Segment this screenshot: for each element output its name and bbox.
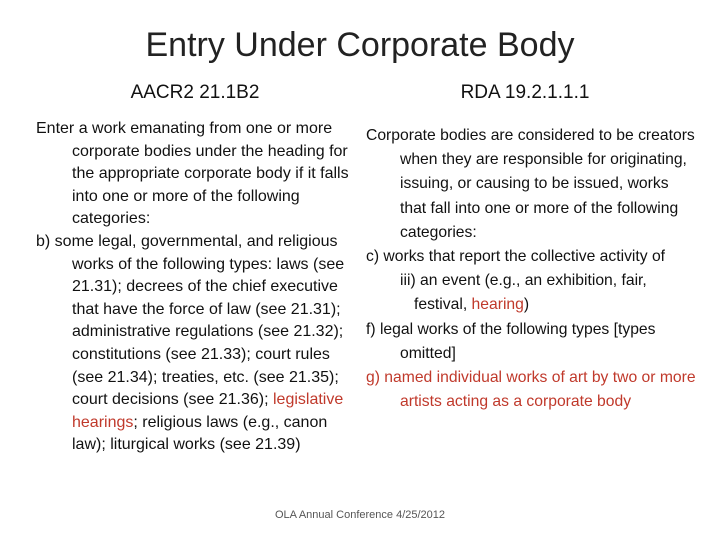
aacr2-category-b <box>36 231 356 457</box>
rda-category-c-iii <box>366 269 696 317</box>
slide-footer: OLA Annual Conference 4/25/2012 <box>274 509 446 521</box>
rda-column <box>366 124 696 414</box>
aacr2-heading: AACR2 21.1B2 <box>130 82 260 103</box>
rda-category-c-iii-text: iii) an event (e.g., an exhibition, fair, festival, <box>400 272 647 314</box>
highlight-legislative-hearings: legislative hearings <box>72 391 344 431</box>
aacr2-column <box>36 118 356 457</box>
rda-category-c-iii-end: ) <box>523 296 530 314</box>
rda-heading: RDA 19.2.1.1.1 <box>460 82 590 103</box>
rda-category-f: f) legal works of the following types [types omitted] <box>366 320 656 362</box>
slide-title: Entry Under Corporate Body <box>145 26 575 64</box>
aacr2-category-b-text: b) some legal, governmental, and religious works of the following types: laws (see 21.31); decrees of the chief executive that have the force of law (see 21.31); administrative regulations (see 21.32); constitutions (see 21.33); court rules (see 21.34); treaties, etc. (see 21.35); court decisions (see 21.36); <box>36 232 345 409</box>
rda-category-g: g) named individual works of art by two or more artists acting as a corporate body <box>366 369 696 411</box>
rda-rule-text: Corporate bodies are considered to be creators when they are responsible for originating, issuing, or causing to be issued, works that fall into one or more of the following categories: <box>366 127 695 241</box>
rda-category-c: c) works that report the collective activity of <box>366 248 666 266</box>
highlight-hearing: hearing <box>471 296 524 314</box>
aacr2-rule-text: Enter a work emanating from one or more corporate bodies under the heading for the appropriate corporate body if it falls into one or more of the following categories: <box>36 120 349 228</box>
aacr2-category-b-end: ; religious laws (e.g., canon law); liturgical works (see 21.39) <box>72 413 328 454</box>
